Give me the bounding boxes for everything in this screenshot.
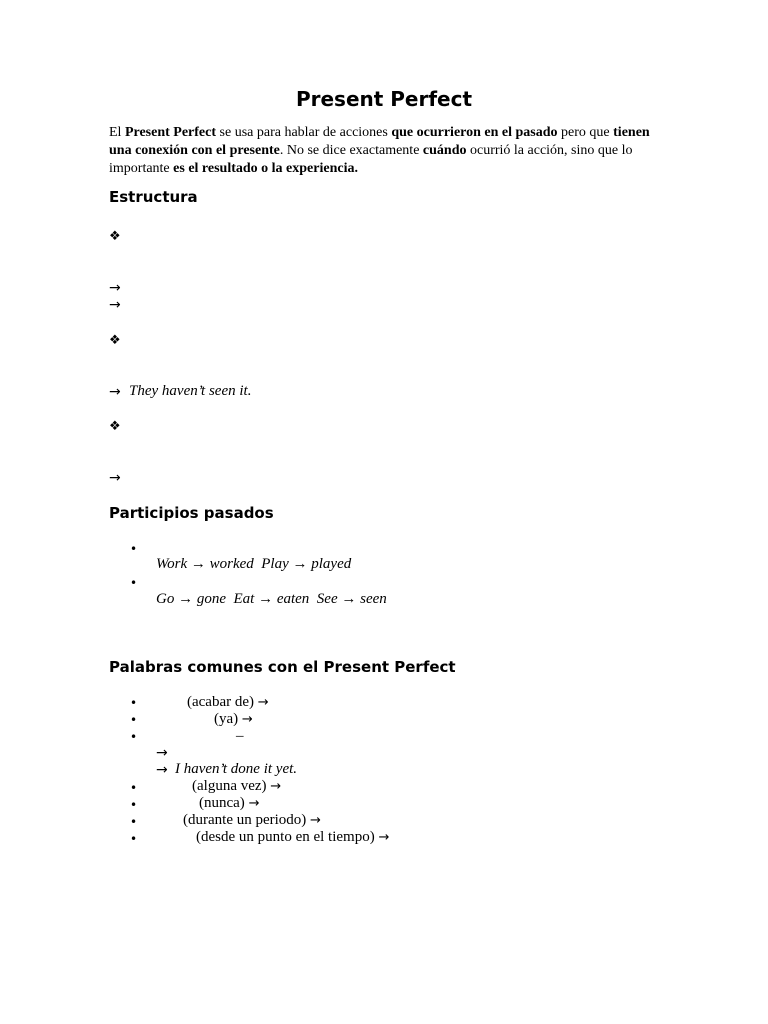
arrow-icon: → bbox=[248, 796, 260, 811]
word-meaning: (ya) bbox=[214, 711, 239, 727]
list-bullet-icon: • bbox=[130, 576, 138, 590]
dash-symbol: – bbox=[236, 728, 244, 744]
intro-bold: tienen una conexión con el presente bbox=[109, 125, 650, 158]
irregular-participle-examples: Go → gone Eat → eaten See → seen bbox=[156, 591, 387, 607]
list-bullet-icon: • bbox=[130, 832, 138, 846]
negative-example: They haven’t seen it. bbox=[129, 383, 252, 399]
yet-example: I haven’t done it yet. bbox=[175, 761, 298, 777]
list-bullet-icon: • bbox=[130, 713, 138, 727]
word-meaning: (durante un periodo) bbox=[183, 812, 307, 828]
arrow-icon: → bbox=[257, 695, 269, 710]
heading-participios: Participios pasados bbox=[109, 504, 274, 522]
arrow-icon: → bbox=[156, 762, 168, 778]
intro-text: pero que bbox=[557, 125, 614, 140]
intro-paragraph bbox=[109, 124, 665, 178]
word-meaning: (acabar de) bbox=[187, 694, 255, 710]
list-bullet-icon: • bbox=[130, 781, 138, 795]
list-bullet-icon: • bbox=[130, 730, 138, 744]
intro-bold: que ocurrieron en el pasado bbox=[391, 125, 558, 140]
word-meaning: (nunca) bbox=[199, 795, 245, 811]
list-item bbox=[214, 710, 253, 729]
word-meaning: (alguna vez) bbox=[192, 778, 267, 794]
diamond-bullet-icon: ❖ bbox=[109, 419, 121, 434]
intro-bold: es el resultado o la experiencia. bbox=[173, 161, 358, 176]
regular-participle-examples: Work → worked Play → played bbox=[156, 556, 352, 572]
list-bullet-icon: • bbox=[130, 696, 138, 710]
intro-text: El bbox=[109, 125, 125, 140]
arrow-icon: → bbox=[109, 470, 121, 486]
arrow-icon: → bbox=[109, 297, 121, 313]
list-bullet-icon: • bbox=[130, 815, 138, 829]
intro-bold: Present Perfect bbox=[124, 125, 217, 140]
arrow-icon: → bbox=[241, 712, 253, 727]
arrow-icon: → bbox=[270, 779, 282, 794]
intro-text: se usa para hablar de acciones bbox=[216, 125, 392, 140]
arrow-icon: → bbox=[109, 280, 121, 296]
intro-bold: cuándo bbox=[422, 143, 467, 158]
arrow-icon: → bbox=[378, 830, 390, 845]
arrow-icon: → bbox=[310, 813, 321, 828]
arrow-icon: → bbox=[156, 745, 168, 761]
list-bullet-icon: • bbox=[130, 798, 138, 812]
diamond-bullet-icon: ❖ bbox=[109, 229, 121, 244]
intro-text: ocurrió la acción, sino que lo importante bbox=[109, 143, 633, 176]
heading-estructura: Estructura bbox=[109, 188, 198, 206]
intro-text: . No se dice exactamente bbox=[279, 143, 423, 158]
list-bullet-icon: • bbox=[130, 542, 138, 556]
page-title: Present Perfect bbox=[295, 87, 473, 111]
diamond-bullet-icon: ❖ bbox=[109, 333, 121, 348]
list-item bbox=[196, 828, 389, 847]
arrow-icon: → bbox=[109, 384, 121, 400]
heading-palabras: Palabras comunes con el Present Perfect bbox=[109, 658, 456, 676]
word-meaning: (desde un punto en el tiempo) bbox=[196, 829, 375, 845]
